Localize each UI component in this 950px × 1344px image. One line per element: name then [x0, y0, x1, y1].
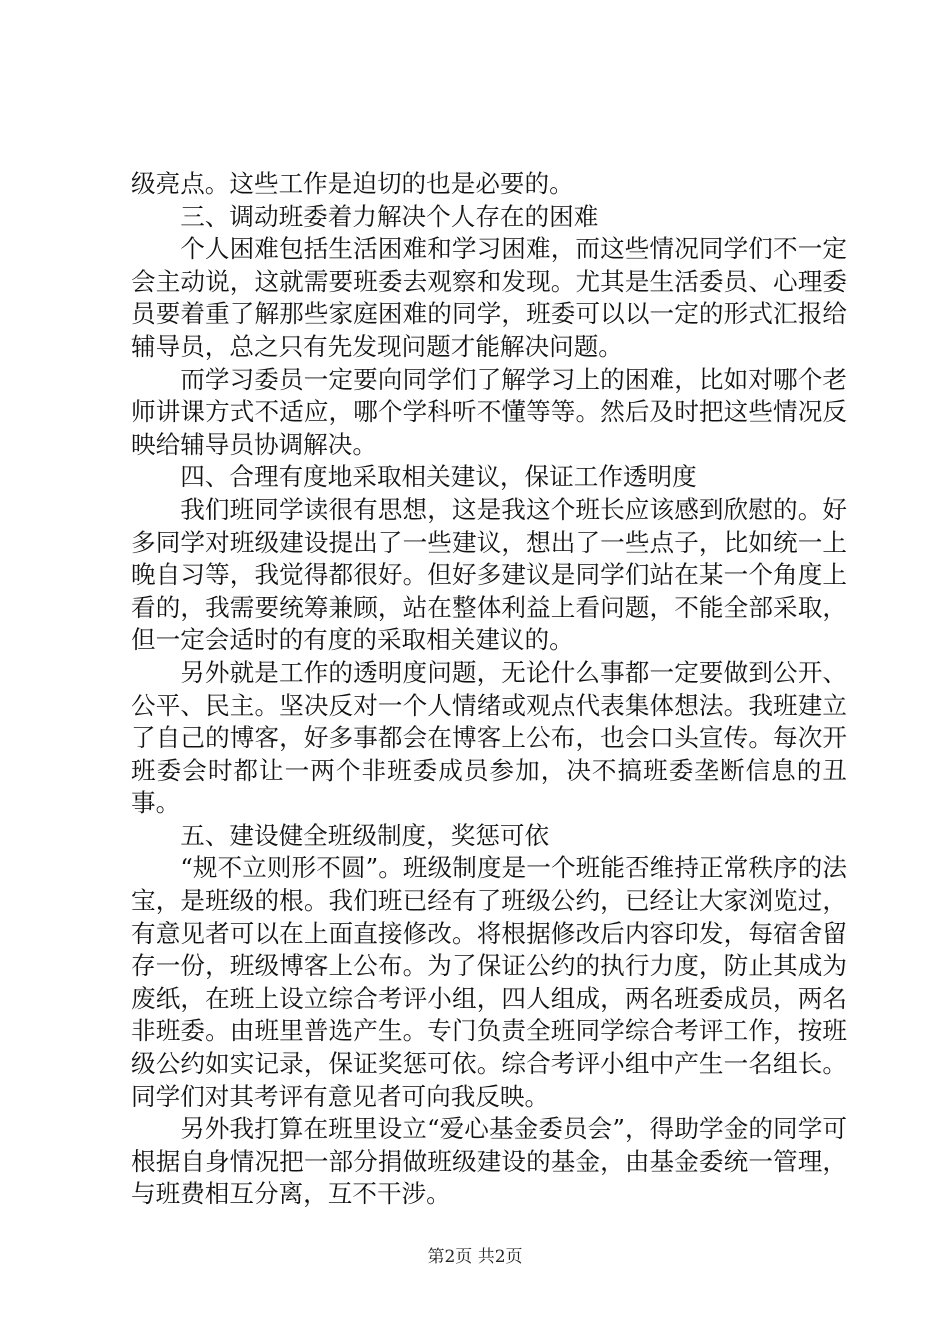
paragraph: 五、建设健全班级制度，奖惩可依 — [180, 820, 550, 850]
paragraph: 我们班同学读很有思想，这是我这个班长应该感到欣慰的。好多同学对班级建设提出了一些建议，想出了一些点子，比如统一上晚自习等，我觉得都很好。但好多建议是同学们站在某一个角度上看的，我需要统筹兼顾，站在整体利益上看问题，不能全部采取，但一定会适时的有度的采取相关建议的。 — [131, 494, 847, 655]
paragraph: 另外就是工作的透明度问题，无论什么事都一定要做到公开、公平、民主。坚决反对一个人情绪或观点代表集体想法。我班建立了自己的博客，好多事都会在博客上公布，也会口头宣传。每次开班委会时都让一两个非班委成员参加，决不搞班委垄断信息的丑事。 — [131, 657, 847, 818]
paragraph: 三、调动班委着力解决个人存在的困难 — [180, 201, 599, 231]
paragraph: 四、合理有度地采取相关建议，保证工作透明度 — [180, 462, 697, 492]
paragraph: 个人困难包括生活困难和学习困难，而这些情况同学们不一定会主动说，这就需要班委去观察和发现。尤其是生活委员、心理委员要着重了解那些家庭困难的同学，班委可以以一定的形式汇报给辅导员，总之只有先发现问题才能解决问题。 — [131, 234, 847, 361]
paragraph: “规不立则形不圆”。班级制度是一个班能否维持正常秩序的法宝，是班级的根。我们班已经有了班级公约，已经让大家浏览过，有意见者可以在上面直接修改。将根据修改后内容印发，每宿舍留存一份，班级博客上公布。为了保证公约的执行力度，防止其成为废纸，在班上设立综合考评小组，四人组成，两名班委成员，两名非班委。由班里普选产生。专门负责全班同学综合考评工作，按班级公约如实记录，保证奖惩可依。综合考评小组中产生一名组长。同学们对其考评有意见者可向我反映。 — [131, 853, 847, 1111]
paragraph: 而学习委员一定要向同学们了解学习上的困难，比如对哪个老师讲课方式不适应，哪个学科听不懂等等。然后及时把这些情况反映给辅导员协调解决。 — [131, 364, 847, 459]
paragraph: 级亮点。这些工作是迫切的也是必要的。 — [131, 169, 574, 198]
page-footer: 第2页 共2页 — [427, 1247, 523, 1267]
document-body — [131, 168, 847, 1211]
paragraph: 另外我打算在班里设立“爱心基金委员会”，得助学金的同学可根据自身情况把一部分捐做班级建设的基金，由基金委统一管理，与班费相互分离，互不干涉。 — [131, 1114, 847, 1209]
